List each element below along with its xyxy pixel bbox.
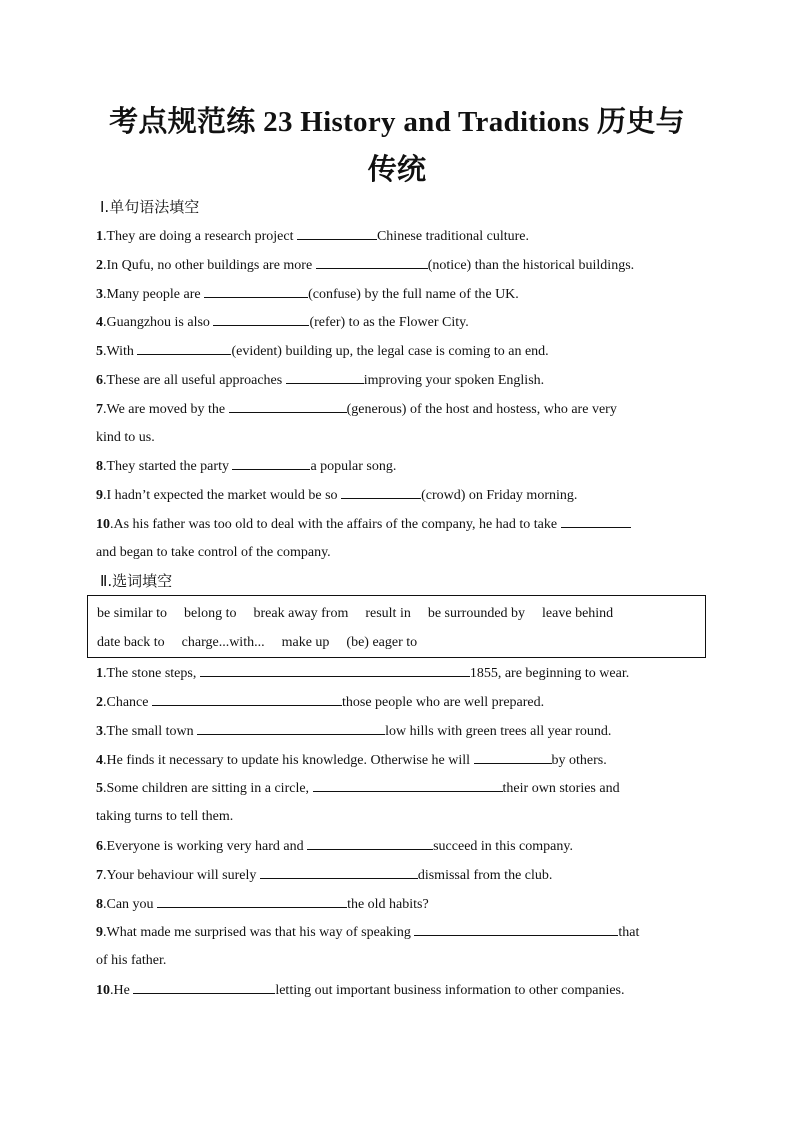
question-text-after: a popular song. (310, 459, 397, 474)
answer-blank[interactable] (137, 341, 231, 355)
question-text-after: their own stories and (502, 781, 620, 796)
s1-question-1 (96, 226, 702, 247)
s1-question-2 (96, 255, 702, 276)
question-text: .Many people are (103, 287, 205, 302)
question-text-after: those people who are well prepared. (341, 695, 545, 710)
s2-question-7 (96, 865, 702, 886)
question-text-after: low hills with green trees all year round. (385, 724, 612, 739)
question-number: 2 (96, 258, 103, 273)
question-text: kind to us. (96, 430, 155, 445)
answer-blank[interactable] (341, 485, 421, 499)
question-number: 6 (96, 839, 103, 854)
question-text: .What made me surprised was that his way of speaking (103, 925, 415, 940)
question-number: 9 (96, 488, 103, 503)
question-text-after: (crowd) on Friday morning. (421, 488, 578, 503)
question-text-after: improving your spoken English. (363, 373, 545, 388)
s1-question-3 (96, 284, 702, 305)
answer-blank[interactable] (414, 922, 618, 936)
s2-question-5-continued (96, 807, 702, 827)
question-number: 2 (96, 695, 103, 710)
title-line-2: 传统 (367, 154, 427, 186)
s2-question-8 (96, 894, 702, 915)
question-number: 8 (96, 459, 103, 474)
question-number: 8 (96, 897, 103, 912)
question-text: .As his father was too old to deal with the affairs of the company, he had to take (110, 517, 561, 532)
question-number: 7 (96, 402, 103, 417)
s1-question-4 (96, 312, 702, 333)
s1-question-10 (96, 514, 702, 535)
s1-question-10-continued (96, 543, 702, 563)
question-text-after: that (618, 925, 640, 940)
question-text: .Can you (103, 897, 158, 912)
answer-blank[interactable] (197, 721, 385, 735)
answer-blank[interactable] (474, 750, 552, 764)
s2-question-2 (96, 692, 702, 713)
question-text-after: (generous) of the host and hostess, who are very (346, 402, 617, 417)
question-text-after: letting out important business information to other companies. (275, 983, 625, 998)
question-text: .We are moved by the (103, 402, 229, 417)
word-bank-item: be surrounded by (427, 606, 526, 621)
question-number: 1 (96, 666, 103, 681)
question-text: .The small town (103, 724, 198, 739)
question-number: 5 (96, 344, 103, 359)
answer-blank[interactable] (157, 894, 347, 908)
s2-question-4 (96, 750, 702, 771)
s1-question-6 (96, 370, 702, 391)
question-text: .He (110, 983, 134, 998)
s1-question-5 (96, 341, 702, 362)
question-text: .Some children are sitting in a circle, (103, 781, 313, 796)
question-text-after: dismissal from the club. (417, 868, 553, 883)
answer-blank[interactable] (316, 255, 428, 269)
s2-question-3 (96, 721, 702, 742)
question-text-after: the old habits? (347, 897, 429, 912)
word-bank-item: (be) eager to (346, 635, 418, 650)
answer-blank[interactable] (152, 692, 342, 706)
question-text-after: (notice) than the historical buildings. (427, 258, 635, 273)
answer-blank[interactable] (133, 980, 275, 994)
question-text: .With (103, 344, 138, 359)
answer-blank[interactable] (213, 312, 309, 326)
word-bank-item: be similar to (97, 606, 167, 621)
question-text-after: (confuse) by the full name of the UK. (308, 287, 519, 302)
word-bank-item: leave behind (542, 606, 614, 621)
answer-blank[interactable] (297, 226, 377, 240)
question-text: .They started the party (103, 459, 233, 474)
s1-question-7 (96, 399, 702, 420)
word-bank-row-1 (97, 604, 630, 624)
question-number: 7 (96, 868, 103, 883)
s1-question-9 (96, 485, 702, 506)
s2-question-10 (96, 980, 702, 1001)
question-text: .Chance (103, 695, 152, 710)
question-number: 10 (96, 517, 110, 532)
question-text: .These are all useful approaches (103, 373, 286, 388)
s2-question-6 (96, 836, 702, 857)
answer-blank[interactable] (200, 663, 470, 677)
question-text: .I hadn’t expected the market would be so (103, 488, 342, 503)
question-text-after: (evident) building up, the legal case is coming to an end. (231, 344, 549, 359)
question-text: .Guangzhou is also (103, 315, 214, 330)
word-bank-item: break away from (253, 606, 349, 621)
question-number: 3 (96, 287, 103, 302)
answer-blank[interactable] (286, 370, 364, 384)
question-text: .Your behaviour will surely (103, 868, 260, 883)
question-number: 9 (96, 925, 103, 940)
page-title (60, 98, 734, 194)
word-bank-item: date back to (97, 635, 165, 650)
word-bank-item: make up (281, 635, 330, 650)
answer-blank[interactable] (229, 399, 347, 413)
s2-question-9 (96, 922, 702, 943)
answer-blank[interactable] (260, 865, 418, 879)
question-text: of his father. (96, 953, 167, 968)
word-bank-box (87, 595, 706, 658)
answer-blank[interactable] (307, 836, 433, 850)
question-text-after: (refer) to as the Flower City. (309, 315, 469, 330)
word-bank-item: belong to (184, 606, 237, 621)
question-text: taking turns to tell them. (96, 809, 234, 824)
answer-blank[interactable] (204, 284, 308, 298)
s2-question-9-continued (96, 951, 702, 971)
question-text: .They are doing a research project (103, 229, 297, 244)
section-1-heading: Ⅰ.单句语法填空 (100, 198, 200, 216)
answer-blank[interactable] (561, 514, 631, 528)
question-number: 10 (96, 983, 110, 998)
question-text-after: by others. (551, 753, 607, 768)
section-2-heading: Ⅱ.选词填空 (100, 572, 173, 590)
s1-question-7-continued (96, 428, 702, 448)
question-number: 1 (96, 229, 103, 244)
s2-question-5 (96, 778, 702, 799)
word-bank-row-2 (97, 633, 434, 653)
question-text: .The stone steps, (103, 666, 200, 681)
answer-blank[interactable] (232, 456, 310, 470)
question-number: 4 (96, 753, 103, 768)
question-number: 3 (96, 724, 103, 739)
question-text: .In Qufu, no other buildings are more (103, 258, 316, 273)
question-text: .Everyone is working very hard and (103, 839, 308, 854)
word-bank-item: result in (365, 606, 411, 621)
s2-question-1 (96, 663, 702, 684)
question-number: 5 (96, 781, 103, 796)
question-text-after: Chinese traditional culture. (376, 229, 529, 244)
s1-question-8 (96, 456, 702, 477)
word-bank-item: charge...with... (181, 635, 265, 650)
title-line-1: 考点规范练 23 History and Traditions 历史与 (109, 106, 685, 138)
question-number: 6 (96, 373, 103, 388)
question-text-after: 1855, are beginning to wear. (469, 666, 630, 681)
question-text-after: succeed in this company. (433, 839, 573, 854)
question-text: .He finds it necessary to update his knowledge. Otherwise he will (103, 753, 474, 768)
question-text: and began to take control of the company. (96, 545, 331, 560)
answer-blank[interactable] (313, 778, 503, 792)
question-number: 4 (96, 315, 103, 330)
